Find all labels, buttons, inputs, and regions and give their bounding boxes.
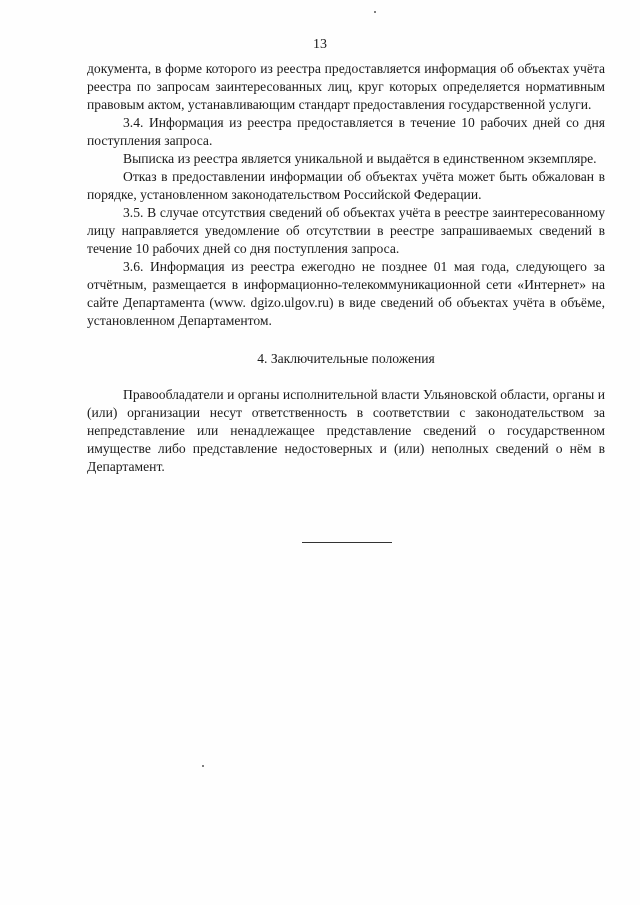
- document-body: [87, 60, 605, 476]
- paragraph-extract-unique: Выписка из реестра является уникальной и выдаётся в единственном экземпляре.: [123, 151, 597, 166]
- paragraph-3-6: 3.6. Информация из реестра ежегодно не позднее 01 мая года, следующего за отчётным, размещается в информационно-телекоммуникационной сети «Интернет» на сайте Департамента (www. dgizo.ulgov.ru) в виде сведений об объектах учёта в объёме, установленном Департаментом.: [87, 259, 605, 328]
- paragraph-continuation: документа, в форме которого из реестра предоставляется информация об объектах учёта реестра по запросам заинтересованных лиц, круг которых определяется нормативным правовым актом, устанавливающим стандарт предоставления государственной услуги.: [87, 61, 605, 112]
- end-separator-line: [302, 542, 392, 543]
- section-heading: 4. Заключительные положения: [257, 351, 435, 366]
- scan-speck: [374, 11, 376, 13]
- paragraph-3-5: 3.5. В случае отсутствия сведений об объектах учёта в реестре заинтересованному лицу направляется уведомление об отсутствии в реестре запрашиваемых сведений в течение 10 рабочих дней со дня поступления запроса.: [87, 205, 605, 256]
- paragraph-refusal-appeal: Отказ в предоставлении информации об объектах учёта может быть обжалован в порядке, установленном законодательством Российской Федерации.: [87, 169, 605, 202]
- paragraph-3-4: 3.4. Информация из реестра предоставляется в течение 10 рабочих дней со дня поступления запроса.: [87, 115, 605, 148]
- paragraph-final-responsibility: Правообладатели и органы исполнительной власти Ульяновской области, органы и (или) организации несут ответственность в соответствии с законодательством за непредставление или ненадлежащее представление сведений о государственном имуществе либо представление недостоверных и (или) неполных сведений о нём в Департамент.: [87, 387, 605, 474]
- scan-speck: [202, 765, 204, 767]
- page-number: 13: [313, 37, 327, 52]
